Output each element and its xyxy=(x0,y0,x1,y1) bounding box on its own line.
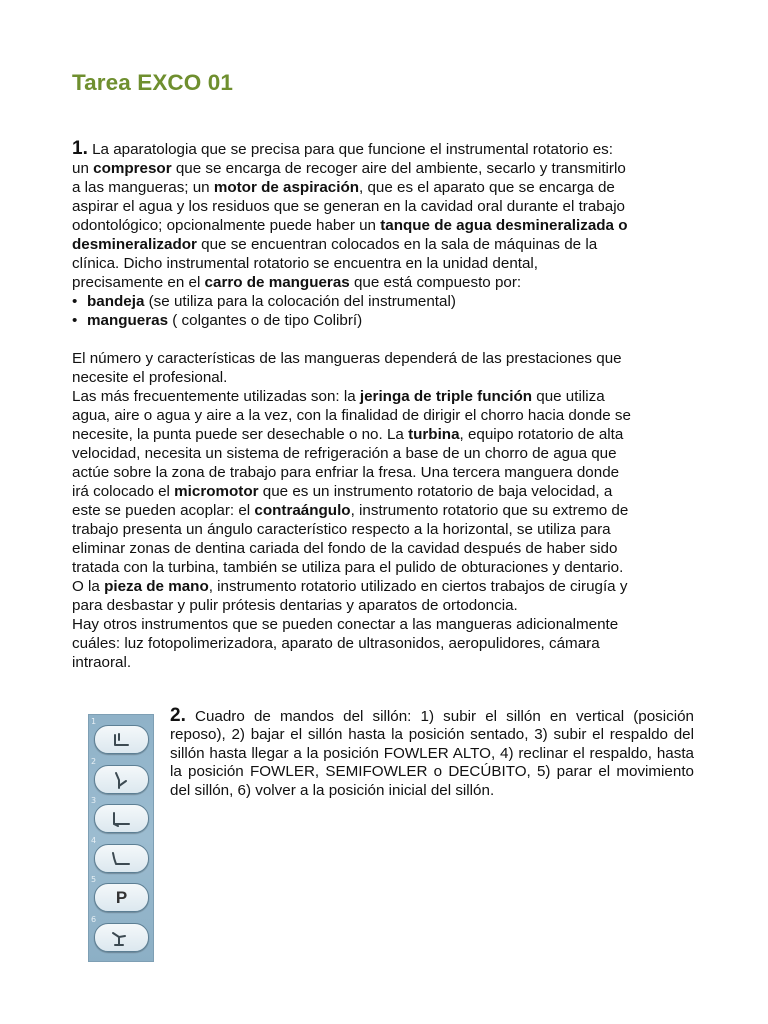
text-run: que es un instrumento rotatorio de baja velocidad, a xyxy=(258,483,613,500)
text-run: que está compuesto por: xyxy=(349,274,522,291)
text-line xyxy=(72,159,702,178)
control-button-1 xyxy=(94,725,149,754)
section-number: 1. xyxy=(72,138,88,159)
text-run: agua, aire o agua y aire a la vez, con la finalidad de dirigir el chorro hacia donde se xyxy=(72,407,631,424)
chair-up-icon xyxy=(95,726,148,753)
control-button-number: 5 xyxy=(91,875,97,884)
control-button-number: 1 xyxy=(91,717,97,726)
bold-term: pieza de mano xyxy=(104,578,209,595)
backrest-up-icon xyxy=(95,805,148,832)
text-run: aspirar el agua y los residuos que se generan en la cavidad oral durante el trabajo xyxy=(72,198,626,215)
text-run: este se pueden acoplar: el xyxy=(72,502,255,519)
text-run: actúe sobre la zona de trabajo para enfriar la fresa. Una tercera manguera donde xyxy=(72,464,620,481)
text-line xyxy=(72,235,702,254)
text-line xyxy=(72,463,702,482)
text-line xyxy=(72,368,702,387)
text-run: , instrumento rotatorio utilizado en ciertos trabajos de cirugía y xyxy=(208,578,628,595)
text-line xyxy=(72,558,702,577)
text-line xyxy=(72,254,702,273)
bold-term: carro de mangueras xyxy=(204,274,350,291)
text-run: Las más frecuentemente utilizadas son: la xyxy=(72,388,360,405)
control-button-2 xyxy=(94,765,149,794)
text-run: que utiliza xyxy=(532,388,605,405)
section-2-number: 2. xyxy=(170,705,186,726)
bold-term: tanque de agua desmineralizada o xyxy=(380,217,628,234)
text-line xyxy=(72,349,702,368)
text-line xyxy=(72,634,702,653)
page-title: Tarea EXCO 01 xyxy=(72,70,233,95)
text-line xyxy=(72,577,702,596)
text-line xyxy=(72,139,702,159)
text-line xyxy=(72,539,702,558)
text-run: La aparatologia que se precisa para que funcione el instrumental rotatorio es: xyxy=(87,141,613,158)
text-line xyxy=(72,444,702,463)
text-line xyxy=(72,425,702,444)
text-line xyxy=(72,273,702,292)
list-item xyxy=(72,311,702,330)
text-run: intraoral. xyxy=(72,654,132,671)
bold-term: turbina xyxy=(408,426,460,443)
text-run: velocidad, necesita un sistema de refrigeración a base de un chorro de agua que xyxy=(72,445,617,462)
text-line xyxy=(72,520,702,539)
text-run: precisamente en el xyxy=(72,274,205,291)
bold-term: motor de aspiración xyxy=(213,179,360,196)
text-run: tratada con la turbina, también se utiliza para el pulido de obturaciones y dentario. xyxy=(72,559,624,576)
text-run: trabajo presenta un ángulo característico respecto a la horizontal, se utiliza para xyxy=(72,521,611,538)
text-line xyxy=(72,216,702,235)
text-run: un xyxy=(72,160,94,177)
control-button-4 xyxy=(94,844,149,873)
control-button-5 xyxy=(94,883,149,912)
text-line xyxy=(72,615,702,634)
text-line xyxy=(72,406,702,425)
return-position-icon xyxy=(95,924,148,951)
control-button-3 xyxy=(94,804,149,833)
bold-term: jeringa de triple función xyxy=(359,388,533,405)
text-run: , que es el aparato que se encarga de xyxy=(359,179,615,196)
text-run: O la xyxy=(72,578,105,595)
text-run: odontológico; opcionalmente puede haber un xyxy=(72,217,381,234)
text-run: (se utiliza para la colocación del instrumental) xyxy=(144,293,456,310)
bullet-icon: • xyxy=(72,293,78,310)
section-1-continuation xyxy=(72,349,702,672)
text-line xyxy=(72,596,702,615)
control-button-number: 6 xyxy=(91,914,97,924)
text-run: que se encuentran colocados en la sala de máquinas de la xyxy=(196,236,598,253)
text-run: clínica. Dicho instrumental rotatorio se encuentra en la unidad dental, xyxy=(72,255,539,272)
text-line xyxy=(72,197,702,216)
bold-term: contraángulo xyxy=(254,502,351,519)
text-line xyxy=(72,482,702,501)
text-run: , instrumento rotatorio que su extremo de xyxy=(350,502,629,519)
control-button-number: 2 xyxy=(91,756,97,766)
text-run: El número y características de las mangueras dependerá de las prestaciones que xyxy=(72,350,622,367)
text-run: a las mangueras; un xyxy=(72,179,214,196)
text-run: para desbastar y pulir prótesis dentarias y aparatos de ortodoncia. xyxy=(72,597,518,614)
text-line xyxy=(72,178,702,197)
text-run: irá colocado el xyxy=(72,483,175,500)
bold-term: micromotor xyxy=(174,483,259,500)
bullet-icon: • xyxy=(72,312,78,329)
text-run: , equipo rotatorio de alta xyxy=(459,426,624,443)
text-run: cuáles: luz fotopolimerizadora, aparato de ultrasonidos, aeropulidores, cámara xyxy=(72,635,600,652)
bold-term: desmineralizador xyxy=(72,236,197,253)
stop-icon: P xyxy=(115,888,128,907)
control-button-6 xyxy=(94,923,149,952)
text-run: necesite, la punta puede ser desechable o no. La xyxy=(72,426,409,443)
bold-term: bandeja xyxy=(87,293,145,310)
list-item xyxy=(72,292,702,311)
backrest-recline-icon xyxy=(95,845,148,872)
chair-down-icon xyxy=(95,766,148,793)
control-button-number: 3 xyxy=(91,796,97,805)
text-run: eliminar zonas de dentina cariada del fondo de la cavidad después de haber sido xyxy=(72,540,618,557)
text-line xyxy=(72,501,702,520)
text-line xyxy=(72,653,702,672)
bold-term: mangueras xyxy=(87,312,169,329)
section-2-text: Cuadro de mandos del sillón: 1) subir el sillón en vertical (posición reposo), 2) bajar el sillón hasta la posición sentado, 3) subir el respaldo del sillón hasta llegar a la posición FOWLER ALTO, 4) reclinar el respaldo, hasta la posición FOWLER, SEMIFOWLER o DECÚBITO, 5) parar el movimiento del sillón, 6) volver a la posición inicial del sillón. xyxy=(170,708,694,799)
text-run: Hay otros instrumentos que se pueden conectar a las mangueras adicionalmente xyxy=(72,616,619,633)
section-2-paragraph xyxy=(170,707,694,800)
section-1-paragraph xyxy=(72,139,702,330)
text-run: que se encarga de recoger aire del ambiente, secarlo y transmitirlo xyxy=(171,160,626,177)
text-run: necesite el profesional. xyxy=(72,369,228,386)
chair-control-panel-image xyxy=(88,714,154,962)
text-line xyxy=(72,387,702,406)
control-button-number: 4 xyxy=(91,835,97,845)
bold-term: compresor xyxy=(93,160,172,177)
text-run: ( colgantes o de tipo Colibrí) xyxy=(168,312,363,329)
